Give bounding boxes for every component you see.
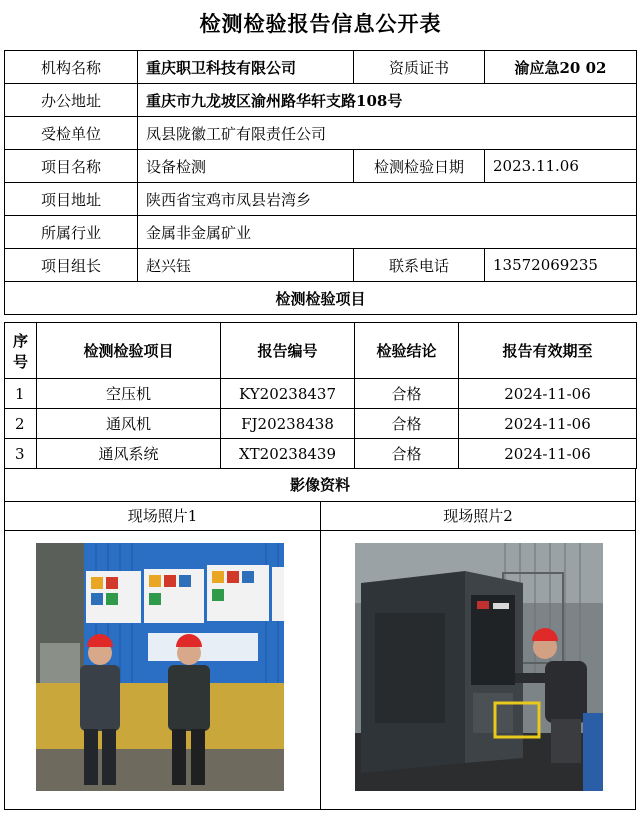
photo-divider bbox=[320, 502, 321, 810]
ind-label: 所属行业 bbox=[5, 216, 138, 249]
info-table bbox=[4, 50, 637, 315]
row-no: 2 bbox=[5, 409, 37, 439]
addr-label: 办公地址 bbox=[5, 84, 138, 117]
photo1-label: 现场照片1 bbox=[5, 502, 320, 531]
leader-label: 项目组长 bbox=[5, 249, 138, 282]
row-item: 空压机 bbox=[37, 379, 221, 409]
phone-label: 联系电话 bbox=[354, 249, 485, 282]
row-no: 1 bbox=[5, 379, 37, 409]
col-header-no: 序号 bbox=[5, 323, 37, 379]
row-no: 3 bbox=[5, 439, 37, 469]
items-section-title: 检测检验项目 bbox=[5, 282, 637, 315]
proj-label: 项目名称 bbox=[5, 150, 138, 183]
unit-value: 凤县陇徽工矿有限责任公司 bbox=[138, 117, 637, 150]
col-header-result: 检验结论 bbox=[355, 323, 459, 379]
leader-value: 赵兴钰 bbox=[138, 249, 354, 282]
date-label: 检测检验日期 bbox=[354, 150, 485, 183]
photo2-label: 现场照片2 bbox=[321, 502, 635, 531]
row-valid: 2024-11-06 bbox=[459, 379, 637, 409]
site-value: 陕西省宝鸡市凤县岩湾乡 bbox=[138, 183, 637, 216]
photos-section bbox=[4, 468, 636, 810]
photos-section-title: 影像资料 bbox=[5, 469, 635, 502]
row-item: 通风系统 bbox=[37, 439, 221, 469]
table-row bbox=[5, 379, 637, 409]
items-table bbox=[4, 322, 637, 469]
org-label: 机构名称 bbox=[5, 51, 138, 84]
unit-label: 受检单位 bbox=[5, 117, 138, 150]
table-row bbox=[5, 409, 637, 439]
row-code: XT20238439 bbox=[221, 439, 355, 469]
row-code: FJ20238438 bbox=[221, 409, 355, 439]
row-result: 合格 bbox=[355, 409, 459, 439]
col-header-code: 报告编号 bbox=[221, 323, 355, 379]
site-photo-2 bbox=[355, 543, 603, 791]
row-code: KY20238437 bbox=[221, 379, 355, 409]
row-result: 合格 bbox=[355, 379, 459, 409]
org-value: 重庆职卫科技有限公司 bbox=[138, 51, 354, 84]
table-row bbox=[5, 439, 637, 469]
row-result: 合格 bbox=[355, 439, 459, 469]
site-label: 项目地址 bbox=[5, 183, 138, 216]
col-header-item: 检测检验项目 bbox=[37, 323, 221, 379]
ind-value: 金属非金属矿业 bbox=[138, 216, 637, 249]
col-header-valid: 报告有效期至 bbox=[459, 323, 637, 379]
phone-value: 13572069235 bbox=[485, 249, 637, 282]
page-title: 检测检验报告信息公开表 bbox=[199, 11, 442, 36]
date-value: 2023.11.06 bbox=[485, 150, 637, 183]
addr-value: 重庆市九龙坡区渝州路华轩支路108号 bbox=[138, 84, 637, 117]
row-valid: 2024-11-06 bbox=[459, 409, 637, 439]
cert-label: 资质证书 bbox=[354, 51, 485, 84]
proj-value: 设备检测 bbox=[138, 150, 354, 183]
site-photo-1 bbox=[36, 543, 284, 791]
cert-value: 渝应急20 02 bbox=[485, 51, 637, 84]
row-item: 通风机 bbox=[37, 409, 221, 439]
row-valid: 2024-11-06 bbox=[459, 439, 637, 469]
